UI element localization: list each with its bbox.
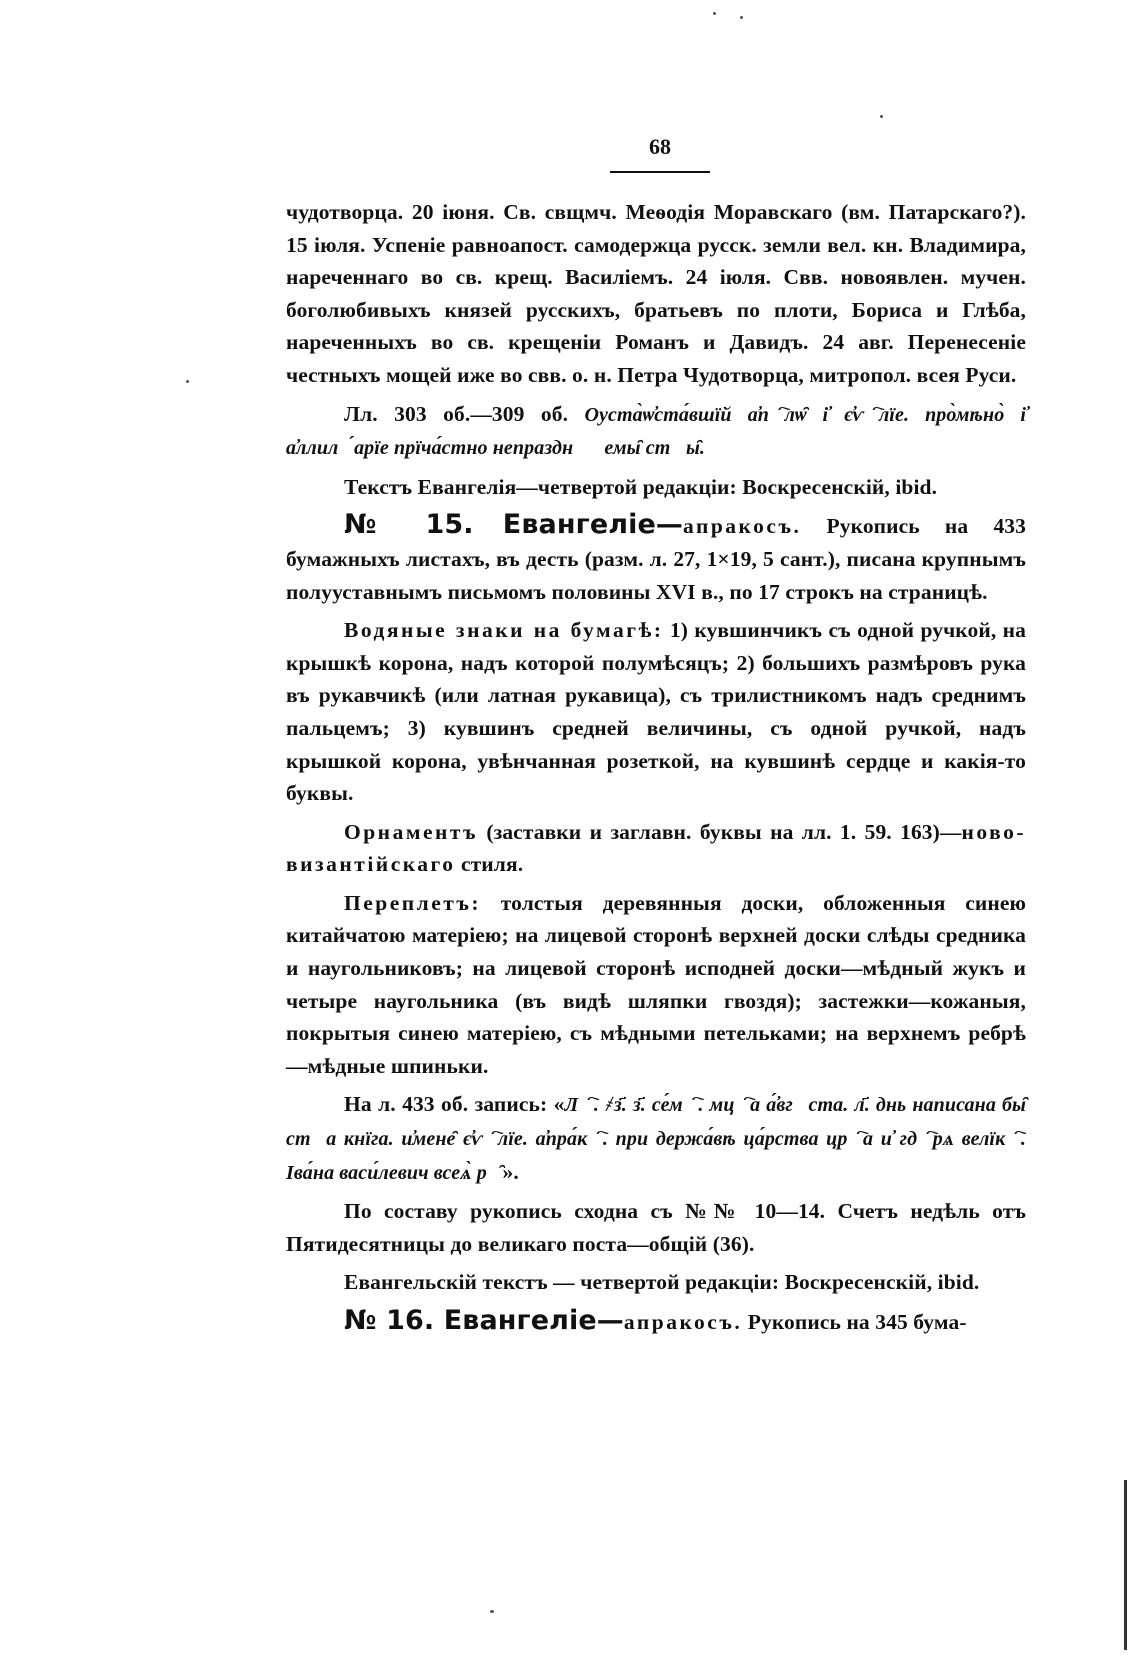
paragraph [286,398,1026,465]
page-number: 68 [649,134,671,159]
text-run: чудотворца. 20 іюня. Св. свщмч. Меѳодія Моравскаго (вм. Патарскаго?). 15 іюля. Успеніе равноапост. самодержца русск. земли вел. кн. Владимира, нареченнаго во св. крещ. Василіемъ. 24 іюля. Свв. новоявлен. мучен. боголюбивыхъ князей русскихъ, братьевъ по плоти, Бориса и Глѣба, нареченныхъ во св. крещеніи Романъ и Давидъ. 24 авг. Перенесеніе честныхъ мощей иже во свв. о. н. Петра Чудотворца, митропол. всея Руси. [286,200,1026,387]
paragraph [286,196,1026,392]
scan-speck [713,12,716,15]
text-run: Переплетъ: [344,890,482,915]
text-run: Оуста̀ѡ҆ста́вшїй а҆пⷭ҇лѡ̑ і҆ є҆ѵⷢ҇лїе. про̀мѣно̀ і҆ а҆ллилꙋ́арїе прїча́стно непраздн꙯ꙋемы̑ ст꙯ы̑. [286,403,1026,460]
text-column [286,196,1026,1345]
text-run: стиля. [455,852,524,877]
text-run: толстыя деревянныя доски, обложенныя синею китайчатою матеріею; на лицевой сторонѣ верхней доски слѣды средника и наугольниковъ; на лицевой сторонѣ исподней доски—мѣдный жукъ и четыре наугольника (въ видѣ шляпки гвоздя); застежки—кожаныя, покрытыя синею матеріею, съ мѣдными петельками; на верхнемъ ребрѣ—мѣдные шпиньки. [286,890,1026,1078]
scan-edge-mark [1124,1480,1127,1650]
text-run: Рукопись на 433 бумажныхъ листахъ, въ десть (разм. л. 27, 1×19, 5 сант.), писана крупнымъ полууставнымъ письмомъ половины XVI в., по 17 строкъ на страницѣ. [286,514,1026,604]
text-run: (заставки и заглавн. буквы на лл. 1. 59. 163)— [478,819,962,844]
text-run: Рукопись на 345 бума- [742,1310,967,1334]
paragraph [286,1266,1026,1299]
entry-heading: № 15. Евангеліе [344,509,656,541]
scan-speck [186,380,189,383]
text-run: апракосъ. [682,514,802,539]
entry-heading: — [655,509,683,541]
text-run: На л. 433 об. запись: « [344,1092,565,1117]
text-run: 1) кувшинчикъ съ одной ручкой, на крышкѣ корона, надъ которой полумѣсяцъ; 2) большихъ размѣровъ рука въ рукавчикѣ (или латная рукавица), съ трилистникомъ надъ среднимъ пальцемъ; 3) кувшинъ средней величины, съ одной ручкой, надъ крышкой корона, увѣнчанная розеткой, на кувшинѣ сердце и какія-то буквы. [286,618,1026,806]
text-run: Лⷮ҇. ҂з҃. з҃. се́мⷭ҇. мцⷭ҇а а҆́вгꙋста. л҃. днь написана бы̑ ст꙯а кнїга. и҆мене̑ є҆ѵⷢ҇лїе. а҆пра́кⷪ҇. при держа́вѣ ца́рства црⷭ҇а и҆ гдⷭ҇рѧ велїкⷪ҇. Іва́на васи́левич всеѧ̀ рꙋ̑ [286,1094,1026,1184]
text-run: апракосъ. [623,1310,743,1334]
entry-heading: № 16. Евангеліе [344,1305,597,1336]
text-run: По составу рукопись сходна съ №№ 10—14. Счетъ недѣль отъ Пятидесятницы до великаго поста—общій (36). [286,1199,1026,1256]
paragraph [286,1195,1026,1260]
text-run: Евангельскій текстъ — четвертой редакціи: Воскресенскій, ibid. [344,1270,980,1295]
entry-heading: — [596,1305,624,1336]
paragraph [286,614,1026,810]
entry-paragraph-16 [286,1305,1026,1339]
text-run: Водяные знаки на бумагѣ: [344,618,664,643]
text-run: ново-византійскаго [286,819,1026,877]
paragraph [286,471,1026,504]
scan-speck [740,16,743,19]
text-run: ». [502,1159,519,1184]
entry-paragraph-15 [286,509,1026,608]
text-run: Лл. 303 об.—309 об. [344,401,585,426]
text-run: Орнаментъ [344,819,478,844]
paragraph [286,1088,1026,1189]
paragraph [286,887,1026,1083]
paragraph [286,816,1026,881]
text-run: Текстъ Евангелія—четвертой редакціи: Воскресенскій, ibid. [344,474,938,499]
scan-speck [490,1610,494,1613]
scan-speck [880,115,883,118]
page-number-rule [610,171,710,173]
